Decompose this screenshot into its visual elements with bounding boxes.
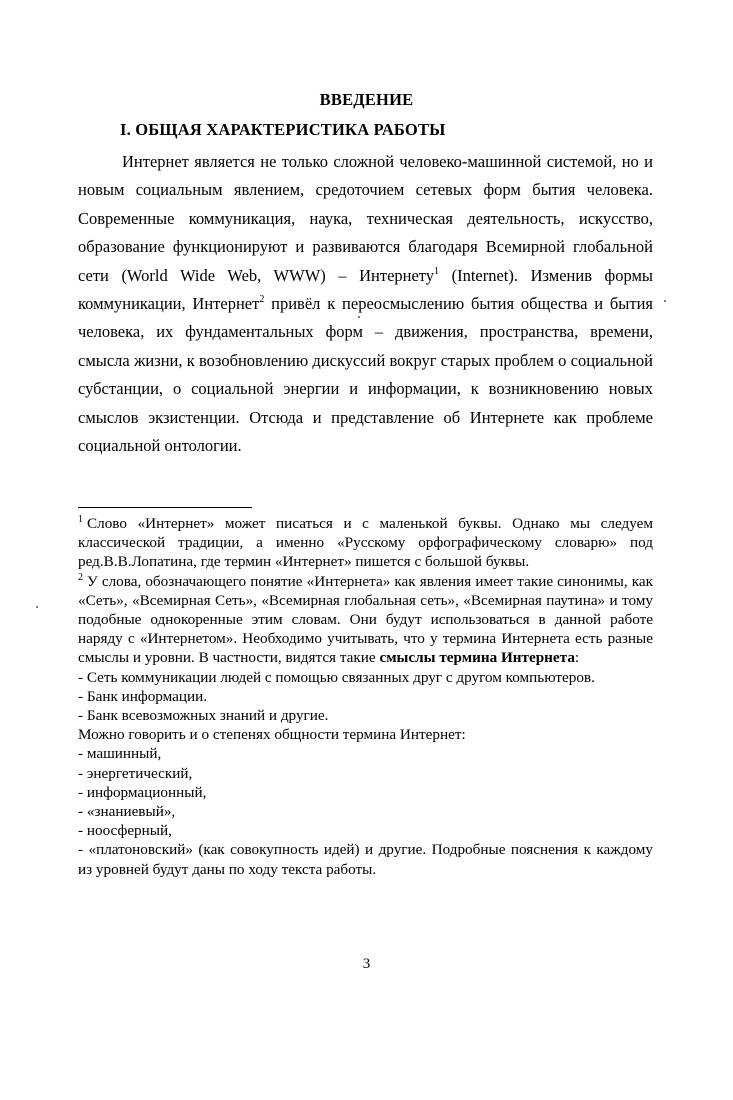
page-title: ВВЕДЕНИЕ <box>319 90 414 109</box>
footnotes <box>78 514 653 879</box>
footnote-ref-1: 1 <box>434 265 440 277</box>
page-number: 3 <box>362 956 371 972</box>
scan-speck <box>36 606 38 608</box>
level-item: - информационный, <box>78 783 207 801</box>
paragraph-part-3: привёл к переосмыслению бытия общества и бытия человека, их фундаментальных форм – движения, пространства, времени, смысла жизни, к возобновлению дискуссий вокруг старых проблем о социальной субстанции, о социальной энергии и информации, к возникновению новых смыслов экзистенции. Отсюда и представление об Интернете как проблеме социальной онтологии. <box>78 294 653 456</box>
scan-speck <box>664 300 666 302</box>
footnote-1-number: 1 <box>78 514 83 525</box>
level-item: - энергетический, <box>78 764 193 782</box>
paragraph-part-1: Интернет является не только сложной человеко-машинной системой, но и новым социальным явлением, средоточием сетевых форм бытия человека. Современные коммуникация, наука, техническая деятельность, искусство, образование функционируют и развиваются благодаря Всемирной глобальной сети (World Wide Web, WWW) – Интернету <box>78 152 653 285</box>
footnote-2-bold-term: смыслы термина Интернета <box>379 649 575 667</box>
level-item: - «платоновский» (как совокупность идей) и другие. Подробные пояснения к каждому из уровней будут даны по ходу текста работы. <box>78 841 653 878</box>
footnote-separator <box>78 507 252 508</box>
paragraph-part-2: (Internet). Изменив формы коммуникации, Интернет <box>78 265 654 314</box>
footnote-ref-2: 2 <box>259 294 265 306</box>
footnote-1-text: Слово «Интернет» может писаться и с маленькой буквы. Однако мы следуем классической традиции, а именно «Русскому орфографическому словарю» под ред.В.В.Лопатина, где термин «Интернет» пишется с большой буквы. <box>78 515 653 571</box>
levels-intro: Можно говорить и о степенях общности термина Интернет: <box>78 726 466 744</box>
meaning-item: - Банк всевозможных знаний и другие. <box>78 707 329 725</box>
level-item: - машинный, <box>78 745 162 763</box>
scan-speck <box>358 316 360 318</box>
section-heading: I. ОБЩАЯ ХАРАКТЕРИСТИКА РАБОТЫ <box>120 120 446 139</box>
level-item: - «знаниевый», <box>78 803 176 821</box>
footnote-1 <box>78 514 653 572</box>
footnote-2-text: У слова, обозначающего понятие «Интернета» как явления имеет такие синонимы, как «Сеть», «Всемирная Сеть», «Всемирная глобальная сеть», «Всемирная паутина» и тому подобные однокоренные этим словам. Они будут использоваться в данной работе наряду с «Интернетом». Необходимо учитывать, что у термина Интернета есть разные смыслы и уровни. В частности, видятся такие <box>78 572 653 667</box>
intro-paragraph <box>78 148 653 460</box>
meaning-item: - Банк информации. <box>78 687 208 705</box>
footnote-2 <box>78 572 653 668</box>
level-item: - ноосферный, <box>78 822 172 840</box>
footnote-2-colon: : <box>574 649 580 667</box>
meaning-item: - Сеть коммуникации людей с помощью связанных друг с другом компьютеров. <box>78 668 595 686</box>
footnote-2-number: 2 <box>78 571 83 583</box>
